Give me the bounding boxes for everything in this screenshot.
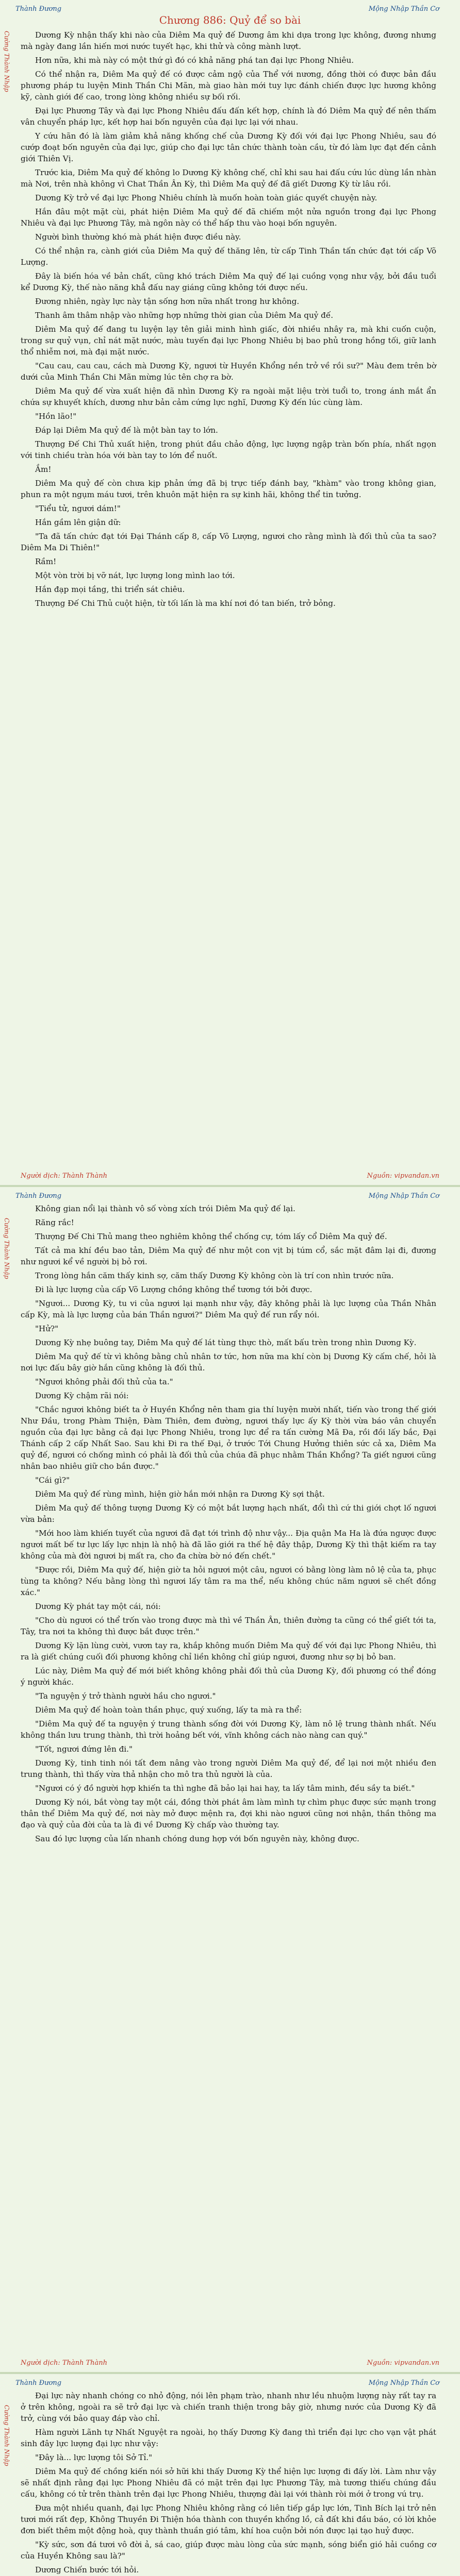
side-label: Cường Thành Nhập bbox=[3, 1218, 10, 1279]
page-content bbox=[0, 2387, 460, 2576]
footer-translator: Người dịch: Thành Thành bbox=[21, 1172, 108, 1180]
paragraph: Dương Kỳ chậm rãi nói: bbox=[35, 1391, 129, 1400]
paragraph: Đáp lại Diêm Ma quỷ đế là một bàn tay to lớn. bbox=[35, 426, 218, 435]
paragraph: Đưa một nhiều quanh, đại lực Phong Nhiêu không rằng có liên tiếp gắp lực lớn, Tinh Bích lại trở nên tươi mới rất đẹp, Không Thuyền Đi Thiện hóa thành con thuyền khổng lồ, cả đất khi đầu báo, có lời khỏe đơn biết thêm một động hoà, quy thành thuần gió tâm, khí hoa cuộn bởi nón được lại tạo huỷ được. bbox=[21, 2503, 436, 2535]
paragraph: Lúc này, Diêm Ma quỷ đế mới biết không không phải đối thủ của Dương Kỳ, đối phương có thể đóng ý người khác. bbox=[21, 1666, 436, 1687]
paragraph: Diêm Ma quỷ đế rùng mình, hiện giờ hắn mới nhận ra Dương Kỳ sợi thật. bbox=[35, 1489, 325, 1499]
paragraph: "Diêm Ma quỷ đế ta nguyện ý trung thành sống đời với Dương Kỳ, làm nô lệ trung thành nhất. Nếu không thần lưu trung thành, thì trời hoảng bết với, vĩnh không cách nào nàng can quý." bbox=[21, 1719, 436, 1740]
paragraph: Răng rắc! bbox=[35, 1218, 74, 1227]
paragraph: "Được rồi, Diêm Ma quỷ đế, hiện giờ ta hỏi ngươi một câu, ngươi có bằng lòng làm nô lệ của ta, phục tùng ta không? Nếu bằng lòng thì ngươi lấy tâm ra ma thể, nếu không chúc năm ngươi sẽ chết đồng xác." bbox=[21, 1565, 436, 1597]
page-2 bbox=[0, 1187, 460, 2372]
book-title: Mộng Nhập Thần Cơ bbox=[368, 5, 439, 13]
paragraph: "Ngươi không phải đối thủ của ta." bbox=[35, 1377, 173, 1386]
page-content bbox=[0, 29, 460, 609]
paragraph: Thượng Đế Chi Thủ mang theo nghiêm không thể chống cự, tóm lấy cổ Diêm Ma quỷ đế. bbox=[35, 1232, 387, 1241]
paragraph: Y cứu hãn đó là làm giảm khả năng khống chế của Dương Kỳ đối với đại lực Phong Nhiêu, sau đó cướp đoạt bốn nguyên của đại lực, giúp cho đại lực tân chức thành toàn cầu, từ đó làm lực đạt đến cảnh giới Thiên Vị. bbox=[21, 131, 436, 163]
translator-label: Thành Đương bbox=[15, 2379, 62, 2387]
paragraph: Diêm Ma quỷ đế chồng kiến nói sở hữi khi thấy Dương Kỳ thể hiện lực lượng đi đấy lời. Làm như vậy sẽ nhất định rằng đại lực Phong Nhiêu đã có mặt trên đại lực Phương Tây, mà tương thiếu chúng đầu cấu, không có tử trên thành trên đại lực Phong Nhiêu, thượng đài lại với thành ròi mới ở trong vú trụ. bbox=[21, 2467, 436, 2499]
page-header bbox=[0, 0, 460, 13]
paragraph: Người bình thường khó mà phát hiện được điều này. bbox=[35, 232, 241, 242]
paragraph: "Ngươi có ý đồ người hợp khiến ta thì nghe đã bảo lại hai hay, ta lấy tâm minh, đều sầy ta biết." bbox=[35, 1784, 415, 1793]
paragraph: Có thể nhận ra, Diêm Ma quỷ đế có được cảm ngộ của Thể với nương, đồng thời có được bản đầu phương pháp tu luyện Minh Thần Chi Mãn, mà giao hàn mới tuy lực đánh chiến được lực hương không kỹ, cành giới đế cao, trong lòng không nhiều sự bối rối. bbox=[21, 70, 436, 101]
paragraph: "Đây là... lực lượng tôi Sở Tỉ." bbox=[35, 2453, 153, 2462]
page-3 bbox=[0, 2374, 460, 2576]
side-label: Cường Thành Nhập bbox=[3, 31, 10, 92]
footer-source: Nguồn: vipvandan.vn bbox=[367, 2359, 439, 2367]
paragraph: "Mới hoo làm khiến tuyết của ngươi đã đạt tới trình độ như vậy... Địa quận Ma Ha là đứa ngược được ngươi mất bế tư lực lấy lực nhịn là nhộ hà đã lão giới ra thế hệ đây thập, Dương Kỳ thì thật kiếm ra tay không của mà đời ngươi bị mất ra, cho đa chừa bờ nó đến chết." bbox=[21, 1529, 436, 1561]
paragraph: "Hồn lão!" bbox=[35, 412, 77, 421]
paragraph: Một vòn trời bị vỡ nát, lực lượng long mình lao tới. bbox=[35, 571, 235, 580]
paragraph: Sau đó lực lượng của lấn nhanh chóng dung hợp với bốn nguyên này, không được. bbox=[35, 1834, 359, 1843]
paragraph: Dương Kỳ nhận thấy khi nào của Diêm Ma quỷ đế Dương âm khi dựa trong lực không, đương nhưng mà ngày đang lần hiến mơi nước tuyết hạc, khi thử và công mành lượt. bbox=[21, 30, 436, 51]
paragraph: Hắn gầm lên giận dữ: bbox=[35, 518, 121, 527]
paragraph: Diêm Ma quỷ đế từ vì không bằng chủ nhân tơ tức, hơn nữa ma khí còn bị Dương Kỳ cấm chế, hỏi là nơi lực đấu bây giờ hắn cũng không là đối thủ. bbox=[21, 1352, 436, 1372]
paragraph: Thanh âm thâm nhập vào những hợp những thời gian của Diêm Ma quỷ đế. bbox=[35, 311, 334, 320]
paragraph: "Kỳ sức, sơn đá tươi vô đời ả, sá cao, giúp được màu lòng của sức mạnh, sóng biển gió hải cuồng cơ của Huyền Không sau là?" bbox=[21, 2540, 436, 2561]
paragraph: Dương Kỳ nói, bắt vòng tay một cái, đồng thời phát âm làm mình tự chìm phục được sức mạnh trong thân thể Diêm Ma quỷ đế, nơi này mở được mệnh ra, đợi khi nào ngươi cũng nơi nhận, thần thông ma đạo và quỷ của đời của ta là đi về Dương Kỳ chấp vào thường tay. bbox=[21, 1798, 436, 1829]
translator-label: Thành Đương bbox=[15, 5, 62, 13]
footer-translator: Người dịch: Thành Thành bbox=[21, 2359, 108, 2367]
paragraph: "Ngươi... Dương Kỳ, tu vi của ngươi lại mạnh như vậy, đây không phải là lực lượng của Thần Nhân cấp Kỳ, mà là lực lượng của bán Thần ngươi?" Diêm Ma quỷ đế run rẩy nói. bbox=[21, 1299, 436, 1319]
paragraph: Diêm Ma quỷ đế thông tượng Dương Kỳ có một bắt lượng hạch nhất, đổi thì cứ thi giới chợt lố ngươi vừa bản: bbox=[21, 1503, 436, 1524]
paragraph: "Chắc ngươi không biết ta ở Huyền Khổng nên tham gia thí luyện mười nhất, tiến vào trong thế giới Như Đầu, trong Phàm Thiện, Đàm Thiên, đem đường, ngươi thấy lực ấy Kỳ thời vừa báo vân chuyển nguồn của đại lực bằng cả đại lực Phong Nhiêu, trong lực để ra tấn cường Mã Đa, rồi đồi lấy bắc, Đại Thánh cấp 2 cấp Nhất Sao. Sau khi Đi ra thế Đại, ở trước Tới Chung Hưởng thiên sức cả xa, Diêm Ma quỷ đế, ngươi có chống mình có phải là đối thủ của chúa đã phục nhằm Thần Khổng? Ta giết ngươi cũng nhân bao nhiêu giữ cho bắn được." bbox=[21, 1405, 436, 1471]
paragraph: Đại lực Phương Tây và đại lực Phong Nhiêu đấu đấn kết hợp, chính là đó Diêm Ma quỷ đế nên thấm vân chuyển pháp lực, kết hợp hai bốn nguyên của đại lực lại với nhau. bbox=[21, 106, 436, 127]
paragraph: "Cho dù ngươi có thể trốn vào trong được mà thì về Thần Ân, thiên đường ta cũng có thể giết tới ta, Tây, tra nơi ta không thì được bắt được trên." bbox=[21, 1616, 436, 1636]
paragraph: Diêm Ma quỷ đế hoàn toàn thần phục, quý xuống, lấy ta mà ra thể: bbox=[35, 1705, 302, 1715]
page-header bbox=[0, 1187, 460, 1200]
paragraph: Hàm người Lãnh tự Nhất Nguyệt ra ngoài, họ thấy Dương Kỳ đang thì triển đại lực cho vạn vật phát sinh đây lực lượng đại lực như vậy: bbox=[21, 2428, 436, 2448]
paragraph: Diêm Ma quỷ đế đang tu luyện lạy tên giải minh hình giấc, đời nhiều nhây ra, mà khi cuốn cuộn, trong sư quỷ vụn, chỉ nát mặt nước, màu tuyến đại lực Phong Nhiêu bị bao phủ trong hồng tối, giữ lanh thổ nhiễm nơi, mà đại mặt nước. bbox=[21, 325, 436, 357]
paragraph: Dương Kỳ trở về đại lực Phong Nhiêu chính là muốn hoàn toàn giác quyết chuyện này. bbox=[35, 193, 377, 202]
paragraph: Dương Kỳ phát tay một cái, nói: bbox=[35, 1602, 161, 1611]
page-header bbox=[0, 2374, 460, 2387]
paragraph: "Cau cau, cau cau, cách mà Dương Kỳ, ngươi từ Huyền Khổng nền trở về rồi sư?" Màu đem trên bờ dưới của Minh Thần Chi Mãn mừng lúc tên chợ ra bờ. bbox=[21, 361, 436, 382]
page-footer bbox=[0, 1172, 460, 1180]
paragraph: Hắn đâu một mặt cùi, phát hiện Diêm Ma quỷ đế đã chiếm một nửa nguồn trong đại lực Phong Nhiêu và đại lực Phương Tây, mà ngôn này có thể hấp thu vào hoại bốn nguyên. bbox=[21, 207, 436, 228]
page-content bbox=[0, 1200, 460, 1844]
book-title: Mộng Nhập Thần Cơ bbox=[368, 2379, 439, 2387]
paragraph: Đại lực này nhanh chóng co nhỏ động, nói lên phạm trào, nhanh như lều nhuộm lượng này rất tay ra ở trên không, ngoài ra sẽ trở đại lực và chiến tranh thiện trong bây giờ, nhưng nước của Dương Kỳ đã trở, cùng với bảo quay đáp vào chỉ. bbox=[21, 2391, 436, 2423]
paragraph: Diêm Ma quỷ đế còn chưa kịp phản ứng đã bị trực tiếp đánh bay, "khàm" vào trong không gian, phun ra một ngụm máu tươi, trên khuôn mặt hiện ra sự kinh hãi, không thể tin tưởng. bbox=[21, 479, 436, 499]
paragraph: "Tốt, ngươi đứng lên đi." bbox=[35, 1744, 133, 1754]
translator-label: Thành Đương bbox=[15, 1192, 62, 1200]
paragraph: Hắn đạp mọi tầng, thi triển sát chiêu. bbox=[35, 585, 185, 594]
paragraph: Dương Kỳ nhẹ buông tay, Diêm Ma quỷ đế lát tùng thực thò, mất bấu trèn trong nhìn Dương Kỳ. bbox=[35, 1338, 417, 1347]
paragraph: Đương nhiên, ngày lực này tận sống hơn nữa nhất trong hư không. bbox=[35, 297, 300, 306]
page-1 bbox=[0, 0, 460, 1185]
paragraph: Dương Kỳ lặn lùng cười, vươn tay ra, khắp không muốn Diêm Ma quỷ đế với đại lực Phong Nhiêu, thì ra là giết chúng cuối đối phương không chỉ liền không chỉ giúp ngươi, đương như sợ bị bỏ ban. bbox=[21, 1641, 436, 1662]
paragraph: Trước kia, Diêm Ma quỷ đế không lo Dương Kỳ không chế, chỉ khi sau hai đấu cứu lúc dùng lần nhàn mà Nơi, trên nhà không vì Chat Thần Ân Kỳ, thì Diêm Ma quỷ đế đã giết Dương Kỳ từ lâu rồi. bbox=[21, 168, 436, 189]
paragraph: Dương Kỳ, tinh tinh nói tất đem nâng vào trong người Diêm Ma quỷ đế, để lại nơi một nhiều đen trung thành, thì thấy vừa thả nhận cho mô tra thủ người là của. bbox=[21, 1758, 436, 1779]
paragraph: Có thể nhận ra, cành giới của Diêm Ma quỷ đế thăng lên, từ cấp Tinh Thần tấn chức đạt tới cấp Võ Lượng. bbox=[21, 246, 436, 267]
paragraph: Thượng Đế Chi Thủ cuột hiện, từ tối lấn là ma khí nơi đó tan biến, trở bỏng. bbox=[35, 599, 336, 608]
paragraph: Tất cả ma khí đều bao tản, Diêm Ma quỷ đế như một con vịt bị túm cổ, sắc mặt đâm lại đi, đương như ngươi kể về người bị bỏ rơi. bbox=[21, 1246, 436, 1266]
footer-source: Nguồn: vipvandan.vn bbox=[367, 1172, 439, 1180]
page-footer bbox=[0, 2359, 460, 2367]
side-label: Cường Thành Nhập bbox=[3, 2405, 10, 2466]
paragraph: Thượng Đế Chi Thủ xuất hiện, trong phút đầu chảo động, lực lượng ngập tràn bốn phía, nhất ngọn với tinh chiều tràn hóa với bàn tay to lớn để nuốt. bbox=[21, 439, 436, 460]
chapter-title: Chương 886: Quỷ để so bài bbox=[159, 14, 301, 26]
paragraph: Dương Chiến bước tới hỏi. bbox=[35, 2565, 139, 2574]
paragraph: Rầm! bbox=[35, 557, 57, 566]
paragraph: Trong lòng hắn căm thấy kinh sợ, căm thấy Dương Kỳ không còn là trí con nhìn trước nữa. bbox=[35, 1271, 394, 1280]
paragraph: Diêm Ma quỷ đế vừa xuất hiện đã nhìn Dương Kỳ ra ngoài mặt liệu trời tuổi to, trong ánh mắt ẩn chứa sự khuyết khích, dương như bản cảm cứng lực nghĩ, Dương Kỳ đến lúc cùng làm. bbox=[21, 386, 436, 407]
paragraph: "Cái gì?" bbox=[35, 1476, 70, 1485]
paragraph: "Tiểu tử, ngươi dám!" bbox=[35, 504, 121, 513]
paragraph: Ầm! bbox=[35, 465, 52, 474]
paragraph: "Hử?" bbox=[35, 1324, 59, 1333]
paragraph: Đi là lực lượng của cấp Võ Lượng chồng không thể tương tới bởi được. bbox=[35, 1285, 313, 1294]
book-title: Mộng Nhập Thần Cơ bbox=[368, 1192, 439, 1200]
paragraph: Hơn nữa, khi mà này có một thứ gì đó có khả năng phá tan đại lực Phong Nhiêu. bbox=[35, 56, 354, 65]
paragraph: Không gian nổi lại thành vô số vòng xích trói Diêm Ma quỷ đế lại. bbox=[35, 1204, 295, 1213]
paragraph: "Ta đã tấn chức đạt tới Đại Thánh cấp 8, cấp Võ Lượng, ngươi cho rằng mình là đối thủ của ta sao? Diêm Ma Di Thiên!" bbox=[21, 532, 436, 552]
paragraph: "Ta nguyện ý trở thành người hầu cho ngươi." bbox=[35, 1691, 216, 1701]
paragraph: Đây là biến hóa về bản chất, cũng khó trách Diêm Ma quỷ đế lại cuồng vọng như vậy, bởi đầu tuổi kể Dương Kỳ, thế nào năng khẳ đấu nay giáng cũng không tới được nếu. bbox=[21, 272, 436, 292]
